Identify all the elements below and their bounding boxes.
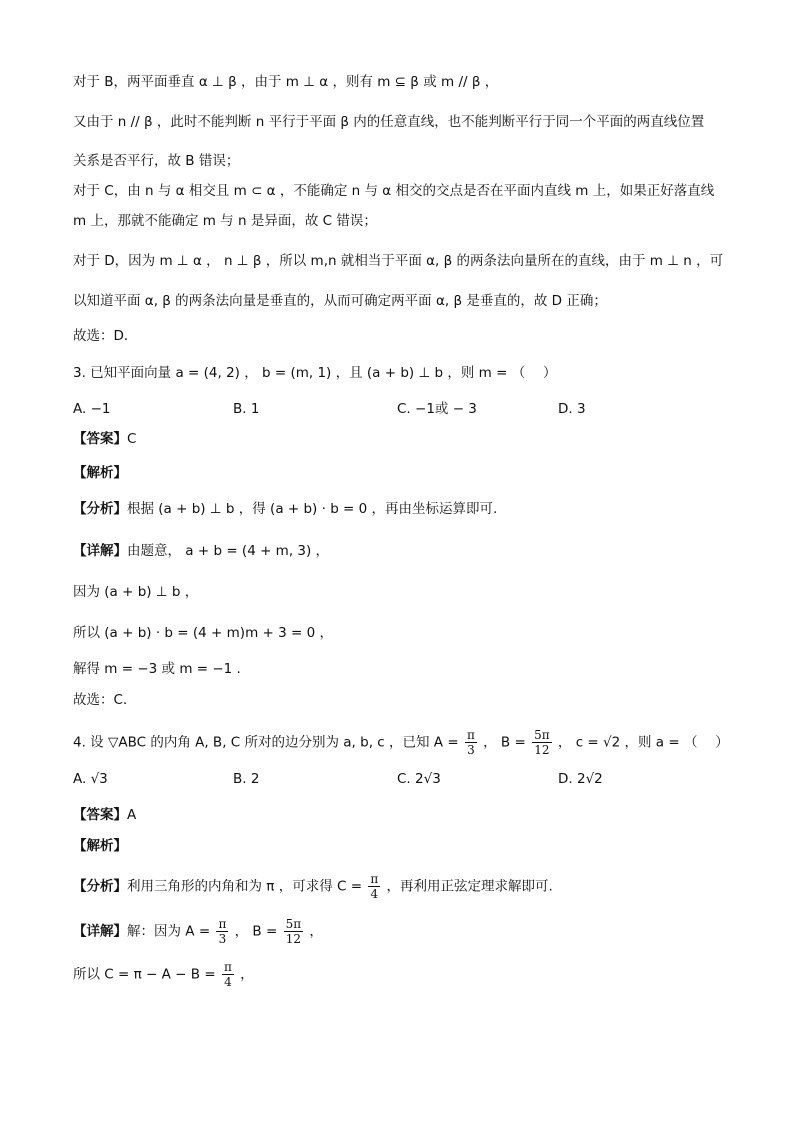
q4-stem-fraction-a-num: π	[466, 728, 475, 742]
q3-analysis-tag	[73, 463, 127, 483]
q4-xiangjie1-post: ，	[309, 923, 323, 940]
q2-option-d-line2: 以知道平面 α, β 的两条法向量是垂直的，从而可确定两平面 α, β 是垂直的，故 D 正确；	[73, 293, 607, 309]
q4-xiangjie1-fraction-a	[216, 917, 228, 946]
q4-stem-mid: ， B =	[483, 734, 526, 751]
q4-answer-line	[73, 805, 136, 825]
q3-fenxi-line	[73, 499, 497, 519]
q4-xiangjie1-fraction-b	[284, 917, 304, 946]
q3-fenxi-text: 根据 (a + b) ⊥ b ，得 (a + b) · b = 0 ，再由坐标运算即可.	[127, 501, 498, 517]
q4-stem-post: ， c = √2 ，则 a = （ ）	[557, 734, 729, 751]
q4-xiangjie2-pre: 所以 C = π − A − B =	[73, 966, 216, 983]
q4-stem-pre: 4. 设 ▽ABC 的内角 A, B, C 所对的边分别为 a, b, c ，已知 A =	[73, 734, 459, 751]
q3-xiangjie-line1	[73, 541, 329, 561]
q4-analysis-tag	[73, 836, 127, 856]
q2-option-c-line1: 对于 C，由 n 与 α 相交且 m ⊂ α ，不能确定 n 与 α 相交的交点是否在平面内直线 m 上，如果正好落直线	[73, 183, 715, 199]
q3-xiangjie-line2: 因为 (a + b) ⊥ b ，	[73, 584, 199, 600]
q4-xiangjie1-fraction-b-num: 5π	[285, 917, 302, 931]
q4-xiangjie2-fraction	[222, 960, 234, 989]
q4-xiangjie2-fraction-den: 4	[224, 975, 232, 989]
q4-option-d: D. 2√2	[558, 771, 603, 787]
q4-xiangjie2-fraction-num: π	[223, 960, 232, 974]
q3-answer-line	[73, 429, 136, 449]
q4-xiangjie1-fraction-b-den: 12	[285, 932, 301, 946]
q4-fenxi-pre: 利用三角形的内角和为 π ，可求得 C =	[127, 878, 363, 895]
q3-answer-tag: 【答案】	[73, 431, 127, 447]
q2-choice: 故选：D．	[73, 328, 138, 344]
q3-analysis-label: 【解析】	[73, 465, 127, 481]
q4-xiangjie2-post: ，	[240, 966, 254, 983]
q2-option-b-line3: 关系是否平行，故 B 错误；	[73, 153, 240, 169]
q4-answer-tag: 【答案】	[73, 807, 127, 823]
q4-xiangjie-line2	[73, 960, 254, 989]
q3-fenxi-tag: 【分析】	[73, 501, 127, 517]
q4-stem-fraction-b	[532, 728, 552, 757]
q3-option-d: D. 3	[558, 401, 586, 417]
q3-option-c: C. −1或 − 3	[397, 401, 477, 417]
q3-option-a: A. −1	[73, 401, 111, 417]
q4-option-c: C. 2√3	[397, 771, 441, 787]
q2-option-b-line2: 又由于 n // β ，此时不能判断 n 平行于平面 β 内的任意直线，也不能判断平行于同一个平面的两直线位置	[73, 114, 705, 130]
q4-xiangjie-tag: 【详解】	[73, 923, 127, 940]
q4-xiangjie1-fraction-a-num: π	[218, 917, 227, 931]
q4-xiangjie1-mid: ， B =	[234, 923, 278, 940]
q4-xiangjie1-fraction-a-den: 3	[218, 932, 227, 946]
q3-xiangjie-tag: 【详解】	[73, 543, 127, 559]
q2-option-c-line2: m 上，那就不能确定 m 与 n 是异面，故 C 错误；	[73, 213, 377, 229]
q4-xiangjie-line1	[73, 917, 323, 946]
q4-option-a: A. √3	[73, 771, 108, 787]
q3-xiangjie-line3: 所以 (a + b) · b = (4 + m)m + 3 = 0 ，	[73, 625, 333, 641]
q4-stem-fraction-a-den: 3	[467, 743, 475, 757]
q4-fenxi-fraction	[368, 872, 380, 901]
q3-option-b: B. 1	[233, 401, 260, 417]
q4-option-b: B. 2	[233, 771, 260, 787]
q3-xiangjie-text1: 由题意， a + b = (4 + m, 3) ，	[127, 543, 330, 559]
q4-fenxi-line	[73, 872, 553, 901]
q2-option-d-line1: 对于 D，因为 m ⊥ α ， n ⊥ β ，所以 m,n 就相当于平面 α, β 的两条法向量所在的直线，由于 m ⊥ n ，可	[73, 253, 724, 269]
q4-xiangjie1-pre: 解：因为 A =	[127, 923, 211, 940]
q3-answer: C	[127, 431, 137, 447]
q4-stem-fraction-a	[465, 728, 477, 757]
q4-analysis-label: 【解析】	[73, 838, 127, 854]
q4-stem	[73, 728, 729, 757]
q4-fenxi-tag: 【分析】	[73, 878, 127, 895]
q4-fenxi-fraction-num: π	[370, 872, 379, 886]
q2-option-b-line1: 对于 B，两平面垂直 α ⊥ β ，由于 m ⊥ α ，则有 m ⊆ β 或 m // β ，	[73, 74, 499, 90]
q4-stem-fraction-b-num: 5π	[534, 728, 550, 742]
q4-fenxi-fraction-den: 4	[370, 887, 379, 901]
q4-answer: A	[127, 807, 137, 823]
q3-stem: 3. 已知平面向量 a = (4, 2) ， b = (m, 1) ，且 (a + b) ⊥ b ，则 m = （ ）	[73, 365, 557, 381]
q3-choice: 故选：C.	[73, 692, 128, 708]
q4-stem-fraction-b-den: 12	[534, 743, 550, 757]
q4-fenxi-post: ，再利用正弦定理求解即可.	[386, 878, 553, 895]
q3-xiangjie-line4: 解得 m = −3 或 m = −1 .	[73, 661, 241, 677]
